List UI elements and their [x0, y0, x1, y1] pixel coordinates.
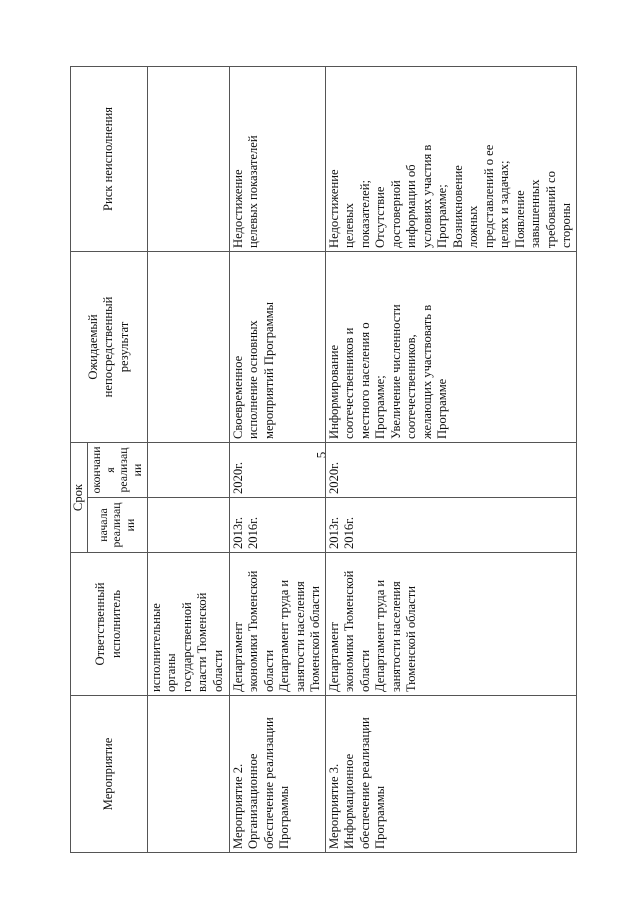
cell-end [147, 443, 229, 498]
header-responsible: Ответственный исполнитель [71, 553, 148, 696]
cell-event: Мероприятие 2. Организационное обеспечение реализации Программы [229, 696, 325, 853]
table-row [229, 67, 325, 853]
cell-start: 2013г. 2016г. [229, 498, 325, 553]
cell-result: Информирование соотечественников и местного населения о Программе; Увеличение численности соотечественников, желающих участвовать в Программе [325, 252, 576, 443]
cell-start: 2013г. 2016г. [325, 498, 576, 553]
header-term-start: начала реализац ии [87, 498, 147, 553]
cell-risk: Недостижение целевых показателей [229, 67, 325, 252]
rotated-table-container [70, 67, 621, 853]
cell-end: 2020г. [229, 443, 325, 498]
cell-result: Своевременное исполнение основных мероприятий Программы [229, 252, 325, 443]
header-event: Мероприятие [71, 696, 148, 853]
program-events-table [70, 66, 577, 853]
cell-event: Мероприятие 3. Информационное обеспечение реализации Программы [325, 696, 576, 853]
cell-event [147, 696, 229, 853]
cell-responsible: исполнительные органы государственной власти Тюменской области [147, 553, 229, 696]
cell-start [147, 498, 229, 553]
cell-result [147, 252, 229, 443]
header-term: Срок [71, 443, 88, 553]
cell-responsible: Департамент экономики Тюменской области Департамент труда и занятости населения Тюменской области [325, 553, 576, 696]
table-row [325, 67, 576, 853]
table-row [147, 67, 229, 853]
header-result: Ожидаемый непосредственный результат [71, 252, 148, 443]
cell-end: 2020г. [325, 443, 576, 498]
page-number: 5 [313, 451, 329, 459]
cell-risk: Недостижение целевых показателей; Отсутствие достоверной информации об условиях участия в Программе; Возникновение ложных представлений о ее целях и задачах; Появление завышенных требований со стороны [325, 67, 576, 252]
header-term-end: окончани я реализац ии [87, 443, 147, 498]
header-risk: Риск неисполнения [71, 67, 148, 252]
cell-responsible: Департамент экономики Тюменской области Департамент труда и занятости населения Тюменской области [229, 553, 325, 696]
cell-risk [147, 67, 229, 252]
